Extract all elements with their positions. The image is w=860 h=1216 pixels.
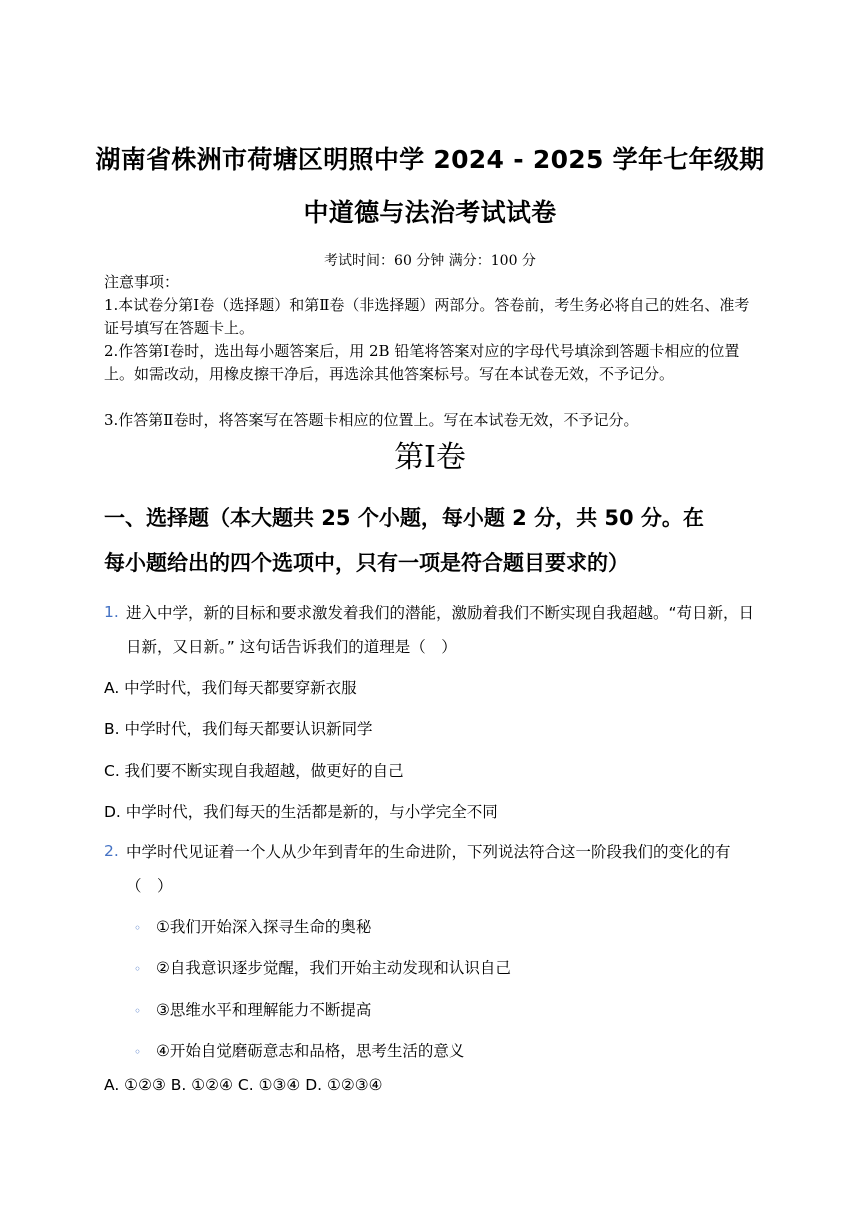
hollow-circle-bullet-icon: ◦ [134, 1004, 142, 1018]
note-item-3: 3.作答第Ⅱ卷时，将答案写在答题卡相应的位置上。写在本试卷无效，不予记分。 [104, 411, 639, 429]
list-item-text: ④开始自觉磨砺意志和品格，思考生活的意义 [156, 1042, 465, 1060]
exam-title-line2: 中道德与法治考试试卷 [303, 198, 557, 227]
hollow-circle-bullet-icon: ◦ [134, 962, 142, 976]
hollow-circle-bullet-icon: ◦ [134, 921, 142, 935]
list-item-text: ②自我意识逐步觉醒，我们开始主动发现和认识自己 [156, 959, 511, 977]
section-title-line1: 一、选择题（本大题共 25 个小题，每小题 2 分，共 50 分。在 [104, 506, 704, 530]
note-item-1: 1.本试卷分第Ⅰ卷（选择题）和第Ⅱ卷（非选择题）两部分。答卷前，考生务必将自己的姓名、准考证号填写在答题卡上。 [104, 296, 750, 337]
question-text: 进入中学，新的目标和要求激发着我们的潜能，激励着我们不断实现自我超越。“苟日新，日日新，又日新。” 这句话告诉我们的道理是（ ） [126, 604, 755, 656]
exam-title-line1: 湖南省株洲市荷塘区明照中学 2024 - 2025 学年七年级期 [95, 145, 765, 174]
option-d: D. 中学时代，我们每天的生活都是新的，与小学完全不同 [104, 803, 498, 821]
hollow-circle-bullet-icon: ◦ [134, 1045, 142, 1059]
question-text: 中学时代见证着一个人从少年到青年的生命进阶，下列说法符合这一阶段我们的变化的有（ ） [126, 843, 731, 895]
question-number: 2. [104, 842, 119, 860]
list-item [134, 956, 754, 978]
list-item [134, 1039, 754, 1061]
question-1 [104, 596, 764, 664]
section-title-line2: 每小题给出的四个选项中，只有一项是符合题目要求的） [104, 551, 629, 575]
note-item-2: 2.作答第Ⅰ卷时，选出每小题答案后，用 2B 铅笔将答案对应的字母代号填涂到答题卡相应的位置上。如需改动，用橡皮擦干净后，再选涂其他答案标号。写在本试卷无效，不予记分。 [104, 342, 740, 383]
option-b: B. 中学时代，我们每天都要认识新同学 [104, 720, 373, 738]
question-2 [104, 835, 764, 903]
notes-heading: 注意事项： [104, 273, 180, 291]
question-number: 1. [104, 603, 119, 621]
list-item-text: ①我们开始深入探寻生命的奥秘 [156, 918, 372, 936]
list-item [134, 915, 754, 937]
list-item-text: ③思维水平和理解能力不断提高 [156, 1001, 372, 1019]
option-c: C. 我们要不断实现自我超越，做更好的自己 [104, 762, 404, 780]
answer-options: A. ①②③ B. ①②④ C. ①③④ D. ①②③④ [104, 1076, 383, 1094]
volume-title: 第Ⅰ卷 [394, 440, 466, 475]
list-item [134, 998, 754, 1020]
exam-info: 考试时间：60 分钟 满分：100 分 [324, 253, 536, 269]
option-a: A. 中学时代，我们每天都要穿新衣服 [104, 679, 357, 697]
